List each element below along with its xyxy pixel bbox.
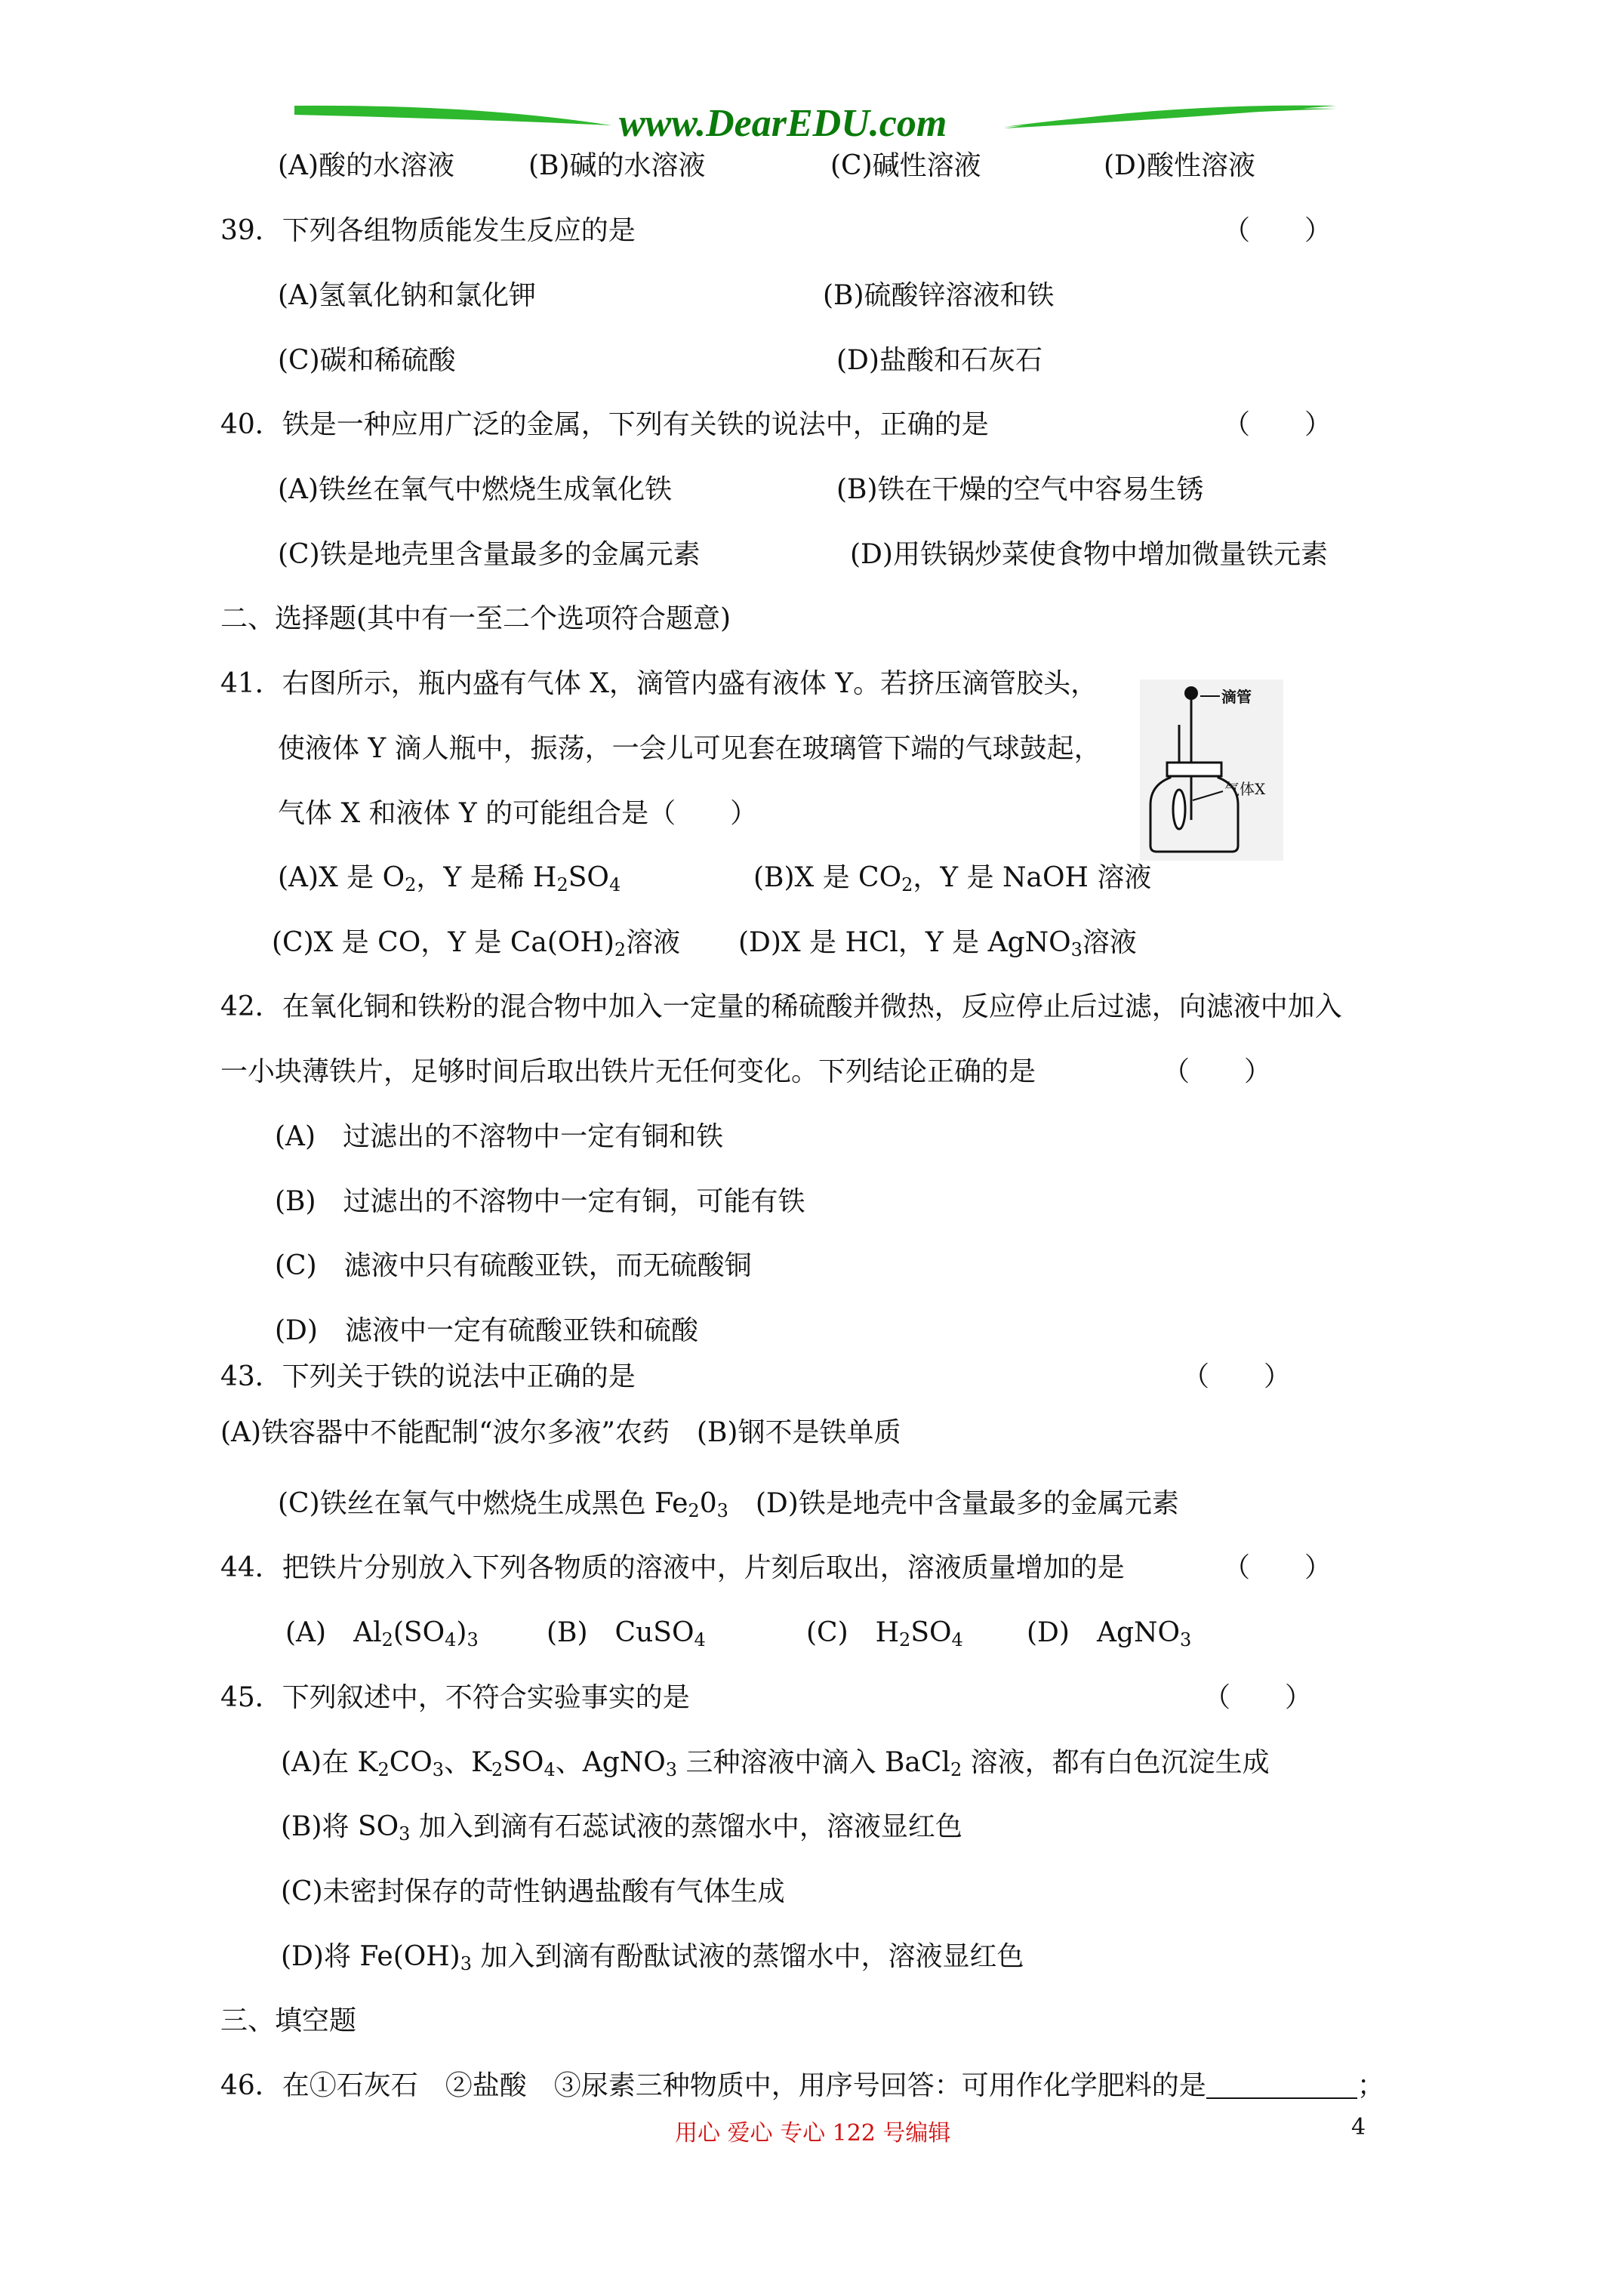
footer-editor-note: 用心 爱心 专心 122 号编辑	[675, 2120, 951, 2147]
q39-option-b: (B)硫酸锌溶液和铁	[823, 280, 1055, 311]
q40-stem: 40．铁是一种应用广泛的金属，下列有关铁的说法中，正确的是	[220, 409, 989, 440]
q40-answer-paren: （ ）	[1223, 409, 1332, 440]
q41-line-2: 使液体 Y 滴人瓶中，振荡，一会儿可见套在玻璃管下端的气球鼓起，	[278, 733, 1101, 764]
q46-stem: 46．在①石灰石 ②盐酸 ③尿素三种物质中，用序号回答：可用作化学肥料的是	[220, 2070, 1206, 2101]
q42-option-b: (B) 过滤出的不溶物中一定有铜，可能有铁	[275, 1186, 805, 1217]
q41-option-a: (A)X 是 $O_2$，Y 是稀 $H_2SO_4$	[278, 862, 621, 895]
q38-option-d: (D)酸性溶液	[1104, 150, 1255, 181]
q42-option-a: (A) 过滤出的不溶物中一定有铜和铁	[275, 1121, 724, 1152]
q41-bottle-figure	[1140, 680, 1283, 861]
q39-answer-paren: （ ）	[1223, 215, 1332, 246]
q43-stem: 43．下列关于铁的说法中正确的是	[220, 1361, 636, 1392]
q45-stem: 45．下列叙述中，不符合实验事实的是	[220, 1682, 690, 1713]
q43-options-line-1: (A)铁容器中不能配制“波尔多液”农药 (B)钢不是铁单质	[220, 1417, 901, 1448]
page-number: 4	[1351, 2114, 1366, 2140]
q41-option-c: (C)X 是 CO，Y 是 $Ca(OH)_2$溶液	[272, 927, 681, 960]
q45-option-d: (D)将 $Fe(OH)_3$ 加入到滴有酚酞试液的蒸馏水中，溶液显红色	[281, 1941, 1024, 1974]
logo-swoosh-right-fill	[1004, 106, 1336, 128]
q41-line-3: 气体 X 和液体 Y 的可能组合是（ ）	[278, 798, 758, 829]
q44-option-d: (D) AgNO$_3$	[1027, 1617, 1192, 1650]
gas-label: 气体X	[1224, 780, 1266, 798]
q40-option-d: (D)用铁锅炒菜使食物中增加微量铁元素	[850, 539, 1328, 570]
balloon-icon	[1173, 790, 1185, 829]
dropper-bulb-icon	[1184, 686, 1198, 700]
q42-line-2: 一小块薄铁片，足够时间后取出铁片无任何变化。下列结论正确的是	[220, 1056, 1036, 1087]
q44-option-c: (C) $H_2SO_4$	[806, 1617, 963, 1650]
q46-tail: ；	[1357, 2070, 1384, 2101]
logo-swoosh-left-fill	[294, 106, 611, 125]
q39-option-d: (D)盐酸和石灰石	[836, 345, 1042, 376]
q43-option-d: (D)铁是地壳中含量最多的金属元素	[755, 1488, 1179, 1519]
q42-option-c: (C) 滤液中只有硫酸亚铁，而无硫酸铜	[275, 1250, 752, 1281]
q44-answer-paren: （ ）	[1223, 1552, 1332, 1583]
q44-option-a: (A) $Al_2(SO_4)_3$	[285, 1617, 479, 1650]
q45-option-b: (B)将 $SO_3$ 加入到滴有石蕊试液的蒸馏水中，溶液显红色	[281, 1811, 962, 1845]
q41-option-d: (D)X 是 HCl，Y 是 AgNO$_3$溶液	[738, 927, 1137, 960]
logo-text: www.DearEDU.com	[619, 102, 947, 145]
q38-option-c: (C)碱性溶液	[830, 150, 981, 181]
q41-option-b: (B)X 是 $CO_2$，Y 是 NaOH 溶液	[753, 862, 1152, 895]
section-2-heading: 二、选择题(其中有一至二个选项符合题意)	[220, 603, 731, 634]
q40-option-b: (B)铁在干燥的空气中容易生锈	[836, 474, 1204, 505]
q38-option-b: (B)碱的水溶液	[528, 150, 706, 181]
q42-line-1: 42．在氧化铜和铁粉的混合物中加入一定量的稀硫酸并微热，反应停止后过滤，向滤液中加入	[220, 991, 1342, 1022]
q45-answer-paren: （ ）	[1203, 1682, 1313, 1713]
q39-stem: 39．下列各组物质能发生反应的是	[220, 215, 636, 246]
q42-option-d: (D) 滤液中一定有硫酸亚铁和硫酸	[275, 1315, 698, 1346]
section-3-heading: 三、填空题	[220, 2005, 357, 2036]
q45-option-a: (A)在 $K_2CO_3$、$K_2SO_4$、AgNO$_3$ 三种溶液中滴入 BaCl$_2$ 溶液，都有白色沉淀生成	[281, 1747, 1270, 1780]
q39-option-c: (C)碳和稀硫酸	[278, 345, 456, 376]
q44-option-b: (B) CuSO$_4$	[547, 1617, 706, 1650]
q44-stem: 44．把铁片分别放入下列各物质的溶液中，片刻后取出，溶液质量增加的是	[220, 1552, 1125, 1583]
q38-option-a: (A)酸的水溶液	[278, 150, 455, 181]
q42-answer-paren: （ ）	[1163, 1056, 1272, 1087]
header-logo	[294, 89, 1336, 157]
q46-line	[220, 2069, 1384, 2103]
q43-options-line-2: (C)铁丝在氧气中燃烧生成黑色 $Fe_20_3$ (D)铁是地壳中含量最多的金属元素	[278, 1488, 1179, 1521]
q46-answer-blank[interactable]	[1206, 2070, 1357, 2099]
q43-answer-paren: （ ）	[1182, 1361, 1292, 1392]
dropper-label: 滴管	[1221, 688, 1252, 706]
q40-option-a: (A)铁丝在氧气中燃烧生成氧化铁	[278, 474, 673, 505]
bottle-stopper	[1167, 763, 1221, 776]
q40-option-c: (C)铁是地壳里含量最多的金属元素	[278, 539, 701, 570]
q41-line-1: 41．右图所示，瓶内盛有气体 X，滴管内盛有液体 Y。若挤压滴管胶头，	[220, 668, 1098, 699]
q39-option-a: (A)氢氧化钠和氯化钾	[278, 280, 537, 311]
q45-option-c: (C)未密封保存的苛性钠遇盐酸有气体生成	[281, 1876, 785, 1907]
